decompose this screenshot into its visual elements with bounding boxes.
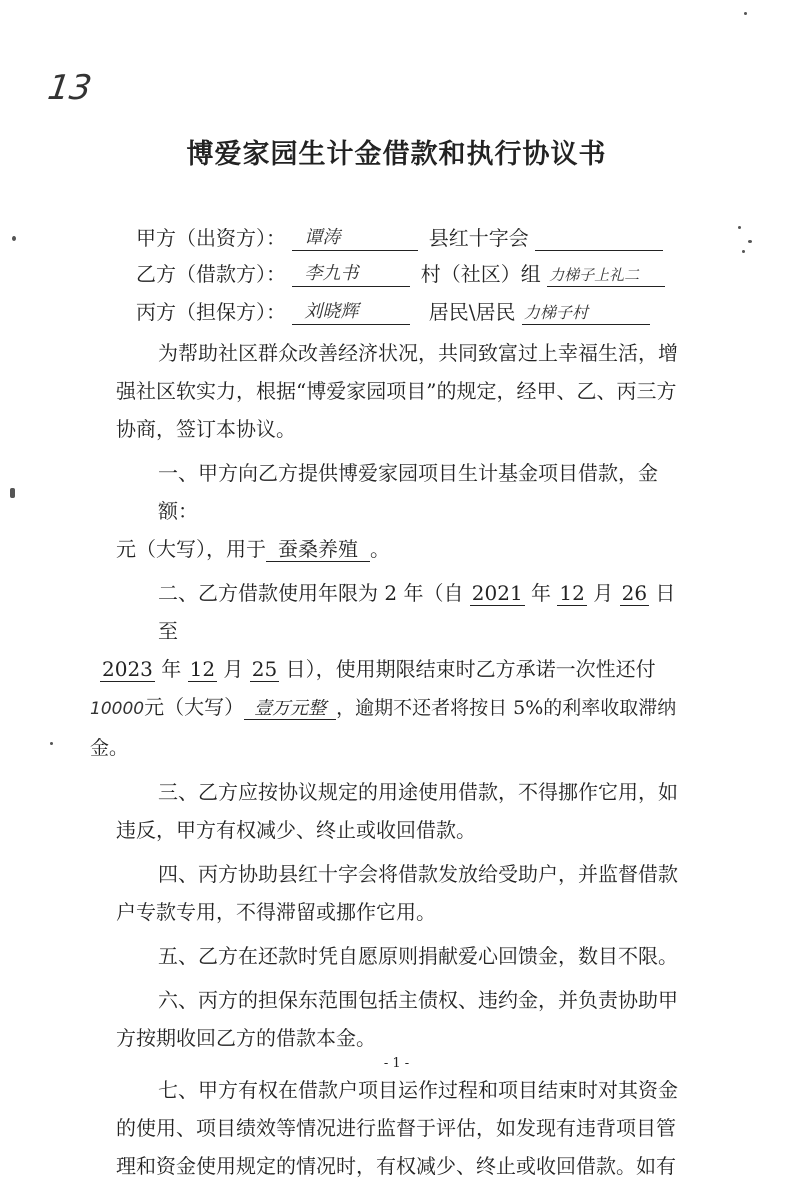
clause-1-line-2 (116, 530, 686, 568)
clause-4-line-1: 四、丙方协助县红十字会将借款发放给受助户，并监督借款 (158, 862, 678, 886)
party-c-row (136, 296, 650, 324)
handwritten-page-mark: 13 (45, 68, 95, 108)
party-a-blank (535, 224, 663, 251)
document-title: 博爱家园生计金借款和执行协议书 (186, 139, 607, 170)
party-b-label: 乙方（借款方）： (136, 262, 286, 286)
end-day: 25 (251, 657, 278, 681)
clause-1-end: 。 (370, 537, 390, 561)
party-b-row (136, 258, 665, 286)
intro-line-3: 协商，签订本协议。 (116, 417, 296, 441)
clause-2-text-a: 二、乙方借款使用年限为 2 年（自 (158, 581, 470, 605)
party-a-label: 甲方（出资方）： (136, 226, 286, 250)
clause-2-line-3 (90, 688, 686, 767)
clause-2-line-1 (116, 574, 686, 650)
party-b-suffix: 村（社区）组 (420, 262, 541, 286)
month-label-2: 月 (217, 657, 250, 681)
party-c-name-field (292, 298, 410, 325)
intro-line-1: 为帮助社区群众改善经济状况，共同致富过上幸福生活，增 (158, 341, 678, 365)
party-b-name-field (292, 260, 410, 287)
clause-7-line-3: 理和资金使用规定的情况时，有权减少、终止或收回借款。如有 (116, 1154, 676, 1178)
party-a-name-field (292, 224, 418, 251)
party-a-suffix: 县红十字会 (428, 226, 529, 250)
handwritten-amount-caps: 壹万元整 (244, 698, 336, 720)
amount-caps-label: 元（大写） (144, 695, 245, 719)
clause-5-line-1: 五、乙方在还款时凭自愿原则捐献爱心回馈金，数目不限。 (158, 944, 678, 968)
clause-2-line-2 (100, 650, 686, 688)
scan-speck (50, 742, 53, 745)
clause-6-line-2: 方按期收回乙方的借款本金。 (116, 1026, 376, 1050)
start-month: 12 (559, 581, 585, 605)
party-c-handwritten-village: 力梯子村 (523, 303, 588, 322)
month-label-1: 月 (586, 581, 620, 605)
start-day: 26 (621, 581, 648, 605)
party-c-label: 丙方（担保方）： (136, 300, 286, 324)
clause-7-line-2: 的使用、项目绩效等情况进行监督于评估，如发现有违背项目管 (116, 1116, 676, 1140)
party-b-group-field (547, 260, 665, 287)
start-year: 2021 (471, 581, 523, 605)
clause-1-text: 元（大写），用于 (116, 537, 266, 561)
party-c-village-field (522, 298, 650, 325)
clause-2-text-b: 日），使用期限结束时乙方承诺一次性还付 (279, 657, 656, 681)
party-a-row (136, 222, 663, 250)
year-label-2: 年 (154, 657, 188, 681)
party-b-handwritten-group: 力梯子上礼二 (549, 266, 640, 284)
clause-4-line-2: 户专款专用，不得滞留或挪作它用。 (116, 900, 436, 924)
handwritten-amount: 10000 (90, 699, 145, 719)
clause-3-line-2: 违反，甲方有权减少、终止或收回借款。 (116, 818, 476, 842)
end-year: 2023 (102, 657, 153, 681)
scan-speck (12, 236, 16, 241)
clause-3-line-1: 三、乙方应按协议规定的用途使用借款，不得挪作它用，如 (158, 780, 678, 804)
loan-purpose: 蚕桑养殖 (266, 537, 370, 562)
intro-line-2: 强社区软实力，根据“博爱家园项目”的规定，经甲、乙、丙三方 (116, 379, 677, 403)
end-month: 12 (189, 657, 216, 681)
scan-speck (742, 250, 745, 253)
year-label-1: 年 (524, 581, 558, 605)
party-c-suffix: 居民\居民 (428, 300, 516, 324)
party-c-handwritten-name: 刘晓辉 (304, 301, 359, 322)
clause-7-line-1: 七、甲方有权在借款户项目运作过程和项目结束时对其资金 (158, 1078, 678, 1102)
scan-speck (738, 226, 741, 229)
clause-1-line-1: 一、甲方向乙方提供博爱家园项目生计基金项目借款，金额： (158, 461, 658, 523)
party-b-handwritten-name: 李九书 (304, 263, 359, 284)
clause-6-line-1: 六、丙方的担保东范围包括主债权、违约金，并负责协助甲 (158, 988, 678, 1012)
day-label-1: 日至 (158, 581, 676, 643)
page-number: - 1 - (383, 1056, 410, 1071)
scan-speck (744, 12, 747, 15)
late-fee-text: ，逾期不还者将按日 5%的利率收取滞纳金。 (90, 697, 677, 759)
scan-speck (748, 240, 752, 243)
scan-speck (10, 488, 15, 498)
party-a-handwritten-name: 谭涛 (304, 227, 341, 248)
